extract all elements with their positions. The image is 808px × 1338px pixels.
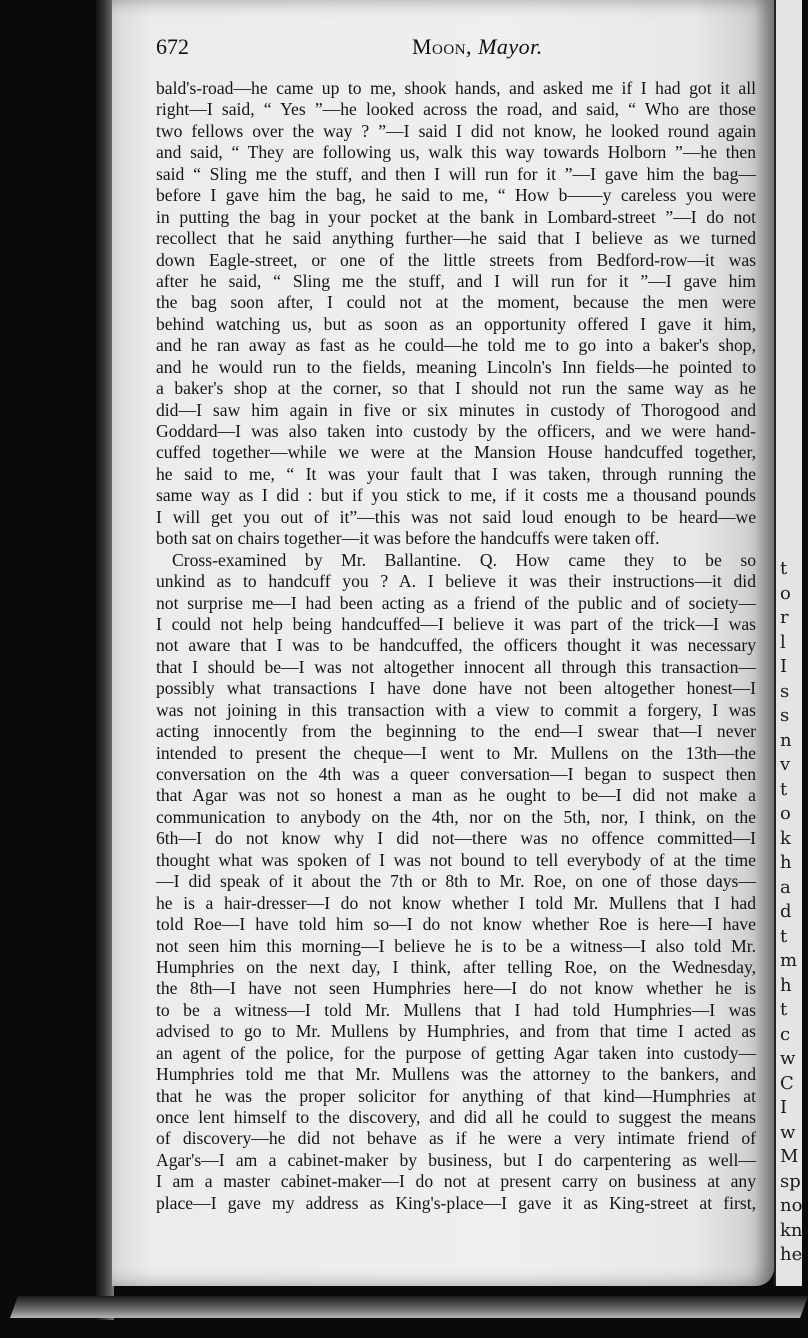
adjacent-page-fragment: l xyxy=(780,631,786,653)
text-line: I could not help being handcuffed—I believe it was part of the trick—I was xyxy=(156,613,756,634)
text-line: I will get you out of it”—this was not said loud enough to be heard—we xyxy=(156,506,756,527)
adjacent-page-fragment: C xyxy=(780,1072,794,1094)
text-line: Agar's—I am a cabinet-maker by business, but I do carpentering as well— xyxy=(156,1149,756,1170)
adjacent-page-fragment: d xyxy=(780,901,792,922)
text-line: an agent of the police, for the purpose of getting Agar taken into custody— xyxy=(156,1042,756,1063)
text-line: both sat on chairs together—it was before the handcuffs were taken off. xyxy=(156,528,660,549)
text-line: once lent himself to the discovery, and did all he could to suggest the means xyxy=(156,1107,756,1127)
adjacent-page-fragment: no xyxy=(780,1195,803,1216)
text-line: Cross-examined by Mr. Ballantine. Q. How came they to be so xyxy=(172,549,756,570)
adjacent-page-fragment: h xyxy=(780,852,792,873)
page-header xyxy=(112,34,774,64)
text-line: that Agar was not so honest a man as he ought to be—I did not make a xyxy=(156,785,756,806)
adjacent-page-fragment: t xyxy=(780,558,788,579)
text-line: after he said, “ Sling me the stuff, and I will run for it ”—I gave him xyxy=(156,270,756,291)
adjacent-page-fragment: t xyxy=(780,778,788,800)
text-line: down Eagle-street, or one of the little streets from Bedford-row—it was xyxy=(156,249,756,270)
adjacent-page-fragment: n xyxy=(780,729,792,751)
text-line: bald's-road—he came up to me, shook hands, and asked me if I had got it all xyxy=(156,78,756,98)
adjacent-page-fragment: w xyxy=(780,1048,796,1069)
text-line: thought what was spoken of I was not bound to tell everybody of at the time xyxy=(156,849,756,870)
adjacent-page-fragment: m xyxy=(780,950,798,971)
text-line: communication to anybody on the 4th, nor on the 5th, nor, I think, on the xyxy=(156,806,756,827)
adjacent-page-fragment: c xyxy=(780,1023,791,1045)
text-line: I am a master cabinet-maker—I do not at present carry on business at any xyxy=(156,1171,756,1192)
text-line: a baker's shop at the corner, so that I should not run the same way as he xyxy=(156,378,756,399)
text-line: before I gave him the bag, he said to me, “ How b——y careless you were xyxy=(156,185,756,206)
text-line: possibly what transactions I have done have not been altogether honest—I xyxy=(156,678,756,699)
adjacent-page-edge xyxy=(774,0,802,1286)
text-line: in putting the bag in your pocket at the bank in Lombard-street ”—I do not xyxy=(156,206,756,227)
adjacent-page-fragment: t xyxy=(780,999,788,1020)
text-line: of discovery—he did not behave as if he were a very intimate friend of xyxy=(156,1128,756,1149)
text-line: said “ Sling me the stuff, and then I will run for it ”—I gave him the bag— xyxy=(156,163,756,184)
text-line: did—I saw him again in five or six minutes in custody of Thorogood and xyxy=(156,399,756,420)
text-line: intended to present the cheque—I went to Mr. Mullens on the 13th—the xyxy=(156,742,756,763)
adjacent-page-fragment: I xyxy=(780,656,788,677)
text-line: not seen him this morning—I believe he is to be a witness—I also told Mr. xyxy=(156,935,756,956)
text-line: that he was the proper solicitor for anything of that kind—Humphries at xyxy=(156,1085,756,1106)
running-title-role: Mayor. xyxy=(478,34,543,59)
text-line: to be a witness—I told Mr. Mullens that I had told Humphries—I was xyxy=(156,999,756,1020)
text-line: two fellows over the way ? ”—I said I did not know, he looked round again xyxy=(156,120,756,141)
text-line: Humphries on the next day, I think, after telling Roe, on the Wednesday, xyxy=(156,956,756,977)
adjacent-page-fragment: v xyxy=(780,754,791,775)
body-text xyxy=(156,78,756,1214)
text-line: behind watching us, but as soon as an opportunity offered I gave it him, xyxy=(156,313,756,334)
adjacent-page-fragment: I xyxy=(780,1097,788,1118)
text-line: the 8th—I have not seen Humphries here—I do not know whether he is xyxy=(156,978,756,999)
text-line: place—I gave my address as King's-place—I gave it as King-street at first, xyxy=(156,1192,756,1213)
adjacent-page-fragment: r xyxy=(780,607,789,628)
adjacent-page-fragment: s xyxy=(780,680,790,702)
text-line: told Roe—I have told him so—I do not know whether Roe is here—I have xyxy=(156,914,756,935)
text-line: Goddard—I was also taken into custody by the officers, and we were hand- xyxy=(156,421,756,441)
text-line: not surprise me—I had been acting as a friend of the public and of society— xyxy=(156,592,756,613)
text-line: he said to me, “ It was your fault that I was taken, through running the xyxy=(156,463,756,484)
adjacent-page-fragment: sp xyxy=(780,1170,801,1192)
text-line: that I should be—I was not altogether innocent all through this transaction— xyxy=(156,656,756,677)
adjacent-page-fragment: t xyxy=(780,925,788,947)
running-title xyxy=(412,34,543,60)
adjacent-page-fragment: k xyxy=(780,827,791,849)
adjacent-page-fragment: he xyxy=(780,1244,803,1265)
text-line: advised to go to Mr. Mullens by Humphries, and from that time I acted as xyxy=(156,1021,756,1042)
adjacent-page-fragment: kn xyxy=(780,1219,803,1241)
text-line: not aware that I was to be handcuffed, the officers thought it was necessary xyxy=(156,635,756,656)
text-line: 6th—I do not know why I did not—there was no offence committed—I xyxy=(156,828,756,849)
adjacent-page-fragment: s xyxy=(780,705,790,726)
adjacent-page-fragment: h xyxy=(780,974,792,996)
text-line: conversation on the 4th was a queer conversation—I began to suspect then xyxy=(156,764,756,784)
text-line: he is a hair-dresser—I do not know whether I told Mr. Mullens that I had xyxy=(156,892,756,913)
text-line: and he ran away as fast as he could—he told me to go into a baker's shop, xyxy=(156,335,756,356)
text-line: cuffed together—while we were at the Mansion House handcuffed together, xyxy=(156,442,756,463)
text-line: acting innocently from the beginning to the end—I swear that—I never xyxy=(156,721,756,742)
text-line: recollect that he said anything further—he said that I believe as we turned xyxy=(156,228,756,249)
adjacent-page-fragment: o xyxy=(780,803,791,824)
text-line: the bag soon after, I could not at the moment, because the men were xyxy=(156,292,756,313)
text-line: and said, “ They are following us, walk this way towards Holborn ”—he then xyxy=(156,142,756,163)
text-line: was not joining in this transaction with a view to commit a forgery, I was xyxy=(156,699,756,720)
text-line: right—I said, “ Yes ”—he looked across the road, and said, “ Who are those xyxy=(156,99,756,120)
page-number: 672 xyxy=(156,34,189,59)
text-line: same way as I did : but if you stick to me, if it costs me a thousand pounds xyxy=(156,485,756,506)
text-line: Humphries told me that Mr. Mullens was the attorney to the bankers, and xyxy=(156,1064,756,1085)
running-title-name: Moon, xyxy=(412,34,473,59)
page-stack-edge xyxy=(10,1296,808,1318)
adjacent-page-fragment: a xyxy=(780,876,791,898)
adjacent-page-fragment: w xyxy=(780,1121,796,1143)
book-page xyxy=(112,0,774,1286)
adjacent-page-fragment: M xyxy=(780,1146,799,1167)
text-line: and he would run to the fields, meaning Lincoln's Inn fields—he pointed to xyxy=(156,356,756,377)
text-line: —I did speak of it about the 7th or 8th to Mr. Roe, on one of those days— xyxy=(156,871,756,892)
adjacent-page-fragment: o xyxy=(780,582,791,604)
text-line: unkind as to handcuff you ? A. I believe it was their instructions—it did xyxy=(156,571,756,592)
